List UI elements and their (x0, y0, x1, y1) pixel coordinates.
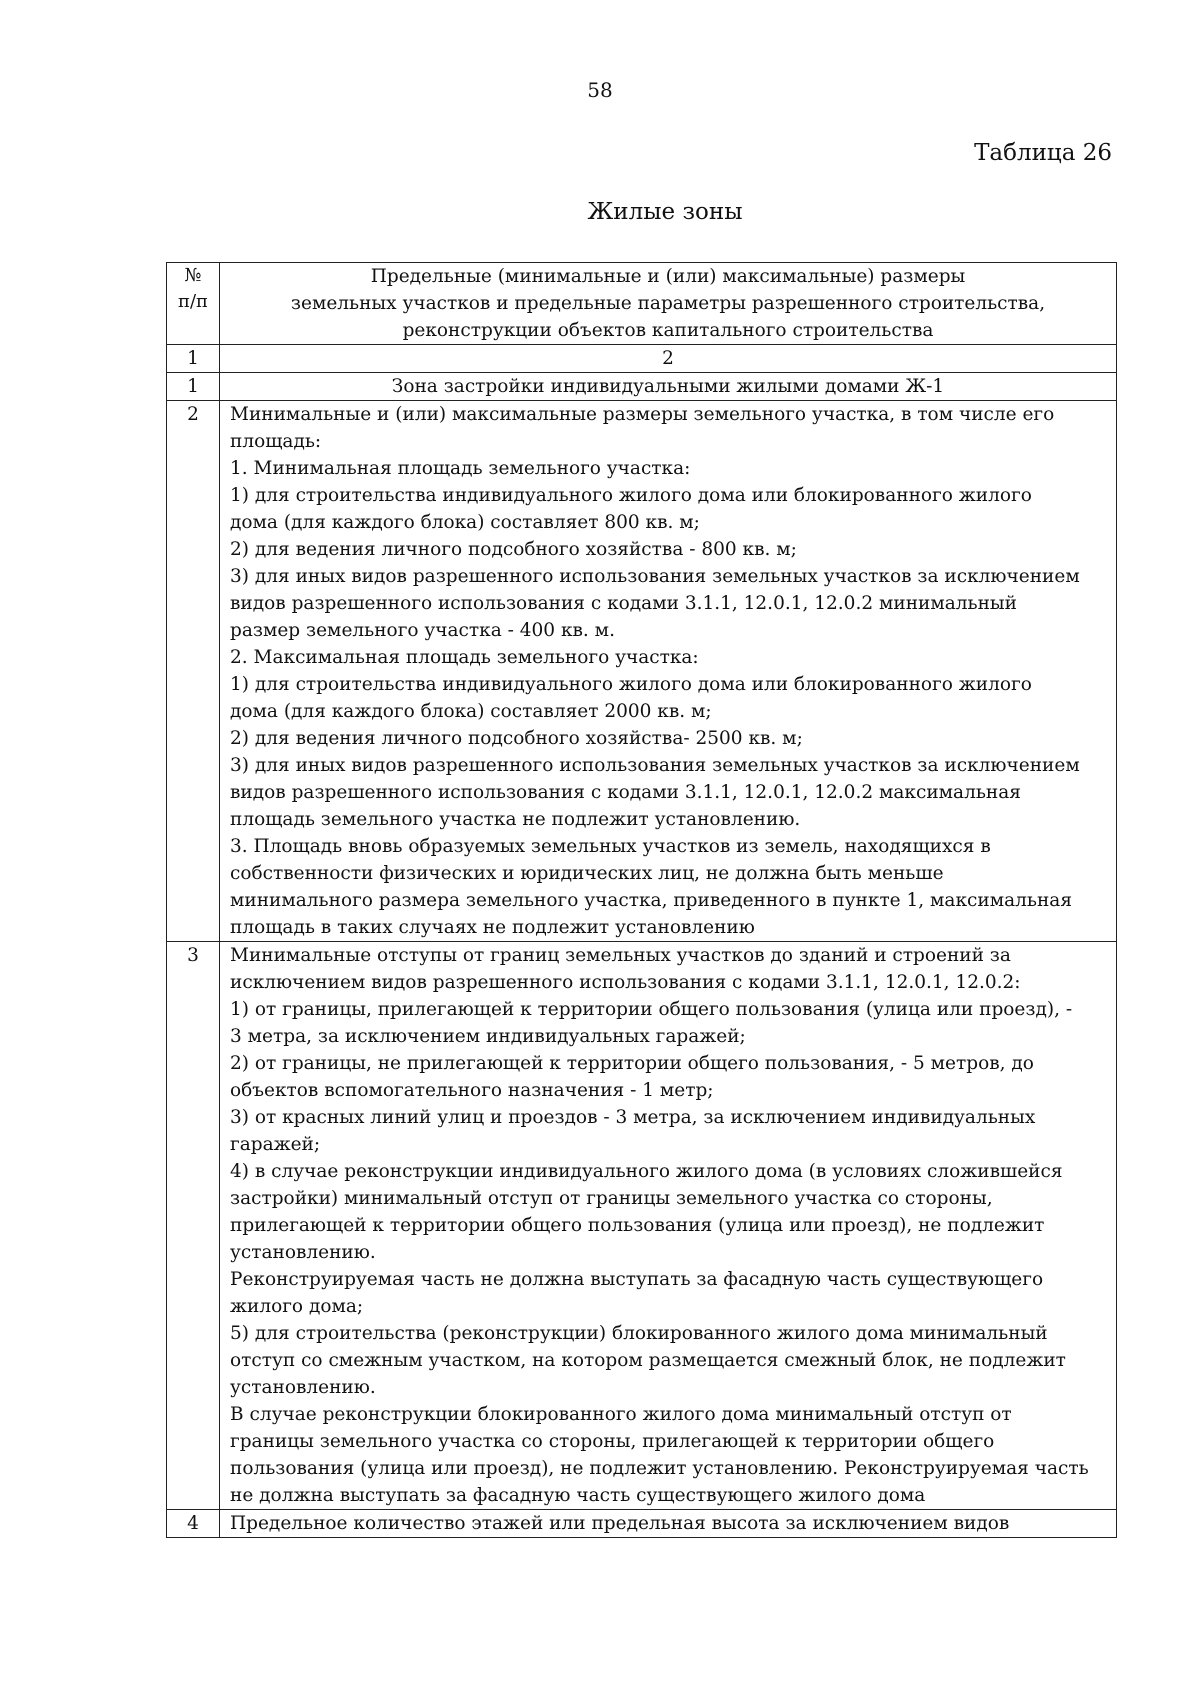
header-line: реконструкции объектов капитального строительства (402, 320, 934, 341)
row-text-line: 2) для ведения личного подсобного хозяйства- 2500 кв. м; (230, 728, 803, 749)
row-text-line: 3) для иных видов разрешенного использования земельных участков за исключением (230, 755, 1080, 776)
row-text-line: 4) в случае реконструкции индивидуального жилого дома (в условиях сложившейся (230, 1161, 1063, 1182)
table-header-row (167, 263, 1117, 345)
table-row (167, 373, 1117, 401)
row-text-line: прилегающей к территории общего пользования (улица или проезд), не подлежит (230, 1215, 1045, 1236)
zones-table (166, 262, 1117, 1538)
row-text-line: площадь в таких случаях не подлежит установлению (230, 917, 755, 938)
row-text-line: 2) от границы, не прилегающей к территории общего пользования, - 5 метров, до (230, 1053, 1034, 1074)
row-text-line: Зона застройки индивидуальными жилыми домами Ж-1 (391, 376, 945, 397)
row-text-line: застройки) минимальный отступ от границы земельного участка со стороны, (230, 1188, 993, 1209)
row-text-line: 1) для строительства индивидуального жилого дома или блокированного жилого (230, 674, 1032, 695)
row-content-cell (220, 942, 1117, 1510)
row-number-cell: 3 (167, 942, 220, 1510)
row-text-line: 1. Минимальная площадь земельного участка: (230, 458, 691, 479)
row-text-line: В случае реконструкции блокированного жилого дома минимальный отступ от (230, 1404, 1012, 1425)
row-content-cell (220, 373, 1117, 401)
row-text-line: Предельное количество этажей или предельная высота за исключением видов (230, 1513, 1010, 1534)
row-text-line: 5) для строительства (реконструкции) блокированного жилого дома минимальный (230, 1323, 1048, 1344)
row-text-line: 1) от границы, прилегающей к территории общего пользования (улица или проезд), - (230, 999, 1073, 1020)
row-text-line: 3 метра, за исключением индивидуальных гаражей; (230, 1026, 746, 1047)
row-text-line: отступ со смежным участком, на котором размещается смежный блок, не подлежит (230, 1350, 1066, 1371)
row-text-line: дома (для каждого блока) составляет 800 кв. м; (230, 512, 700, 533)
row-content-cell (220, 401, 1117, 942)
row-text-line: видов разрешенного использования с кодами 3.1.1, 12.0.1, 12.0.2 минимальный (230, 593, 1017, 614)
page-number: 58 (587, 78, 613, 102)
row-number-cell: 2 (167, 401, 220, 942)
header-number-cell (167, 263, 220, 345)
row-text-line: размер земельного участка - 400 кв. м. (230, 620, 615, 641)
column-number-2: 2 (220, 345, 1117, 373)
header-number-sublabel: п/п (177, 291, 209, 312)
row-text-line: 3) от красных линий улиц и проездов - 3 метра, за исключением индивидуальных (230, 1107, 1036, 1128)
row-text-line: Реконструируемая часть не должна выступать за фасадную часть существующего (230, 1269, 1044, 1290)
row-text-line: дома (для каждого блока) составляет 2000 кв. м; (230, 701, 712, 722)
row-text-line: собственности физических и юридических лиц, не должна быть меньше (230, 863, 944, 884)
table-row (167, 401, 1117, 942)
row-text-line: Минимальные отступы от границ земельных участков до зданий и строений за (230, 945, 1011, 966)
row-text-line: установлению. (230, 1377, 376, 1398)
row-text-line: площадь: (230, 431, 322, 452)
row-content-cell (220, 1510, 1117, 1538)
row-text-line: объектов вспомогательного назначения - 1 метр; (230, 1080, 714, 1101)
table-row (167, 942, 1117, 1510)
header-line: Предельные (минимальные и (или) максимальные) размеры (370, 266, 966, 287)
header-number-label: № (184, 265, 202, 286)
row-text-line: пользования (улица или проезд), не подлежит установлению. Реконструируемая часть (230, 1458, 1089, 1479)
row-number-cell: 1 (167, 373, 220, 401)
row-text-line: 3) для иных видов разрешенного использования земельных участков за исключением (230, 566, 1080, 587)
row-text-line: 3. Площадь вновь образуемых земельных участков из земель, находящихся в (230, 836, 991, 857)
document-title: Жилые зоны (587, 199, 743, 225)
table-label: Таблица 26 (974, 140, 1112, 166)
row-text-line: площадь земельного участка не подлежит установлению. (230, 809, 801, 830)
row-number-cell: 4 (167, 1510, 220, 1538)
row-text-line: исключением видов разрешенного использования с кодами 3.1.1, 12.0.1, 12.0.2: (230, 972, 1021, 993)
column-number-1: 1 (167, 345, 220, 373)
row-text-line: гаражей; (230, 1134, 321, 1155)
row-text-line: 2) для ведения личного подсобного хозяйства - 800 кв. м; (230, 539, 797, 560)
column-number-row (167, 345, 1117, 373)
row-text-line: видов разрешенного использования с кодами 3.1.1, 12.0.1, 12.0.2 максимальная (230, 782, 1021, 803)
row-text-line: минимального размера земельного участка, приведенного в пункте 1, максимальная (230, 890, 1072, 911)
row-text-line: жилого дома; (230, 1296, 364, 1317)
header-line: земельных участков и предельные параметры разрешенного строительства, (290, 293, 1046, 314)
row-text-line: установлению. (230, 1242, 376, 1263)
row-text-line: 2. Максимальная площадь земельного участка: (230, 647, 699, 668)
table-body (167, 373, 1117, 1538)
row-text-line: не должна выступать за фасадную часть существующего жилого дома (230, 1485, 926, 1506)
header-content-cell (220, 263, 1117, 345)
table-row (167, 1510, 1117, 1538)
row-text-line: Минимальные и (или) максимальные размеры земельного участка, в том числе его (230, 404, 1055, 425)
row-text-line: границы земельного участка со стороны, прилегающей к территории общего (230, 1431, 995, 1452)
row-text-line: 1) для строительства индивидуального жилого дома или блокированного жилого (230, 485, 1032, 506)
